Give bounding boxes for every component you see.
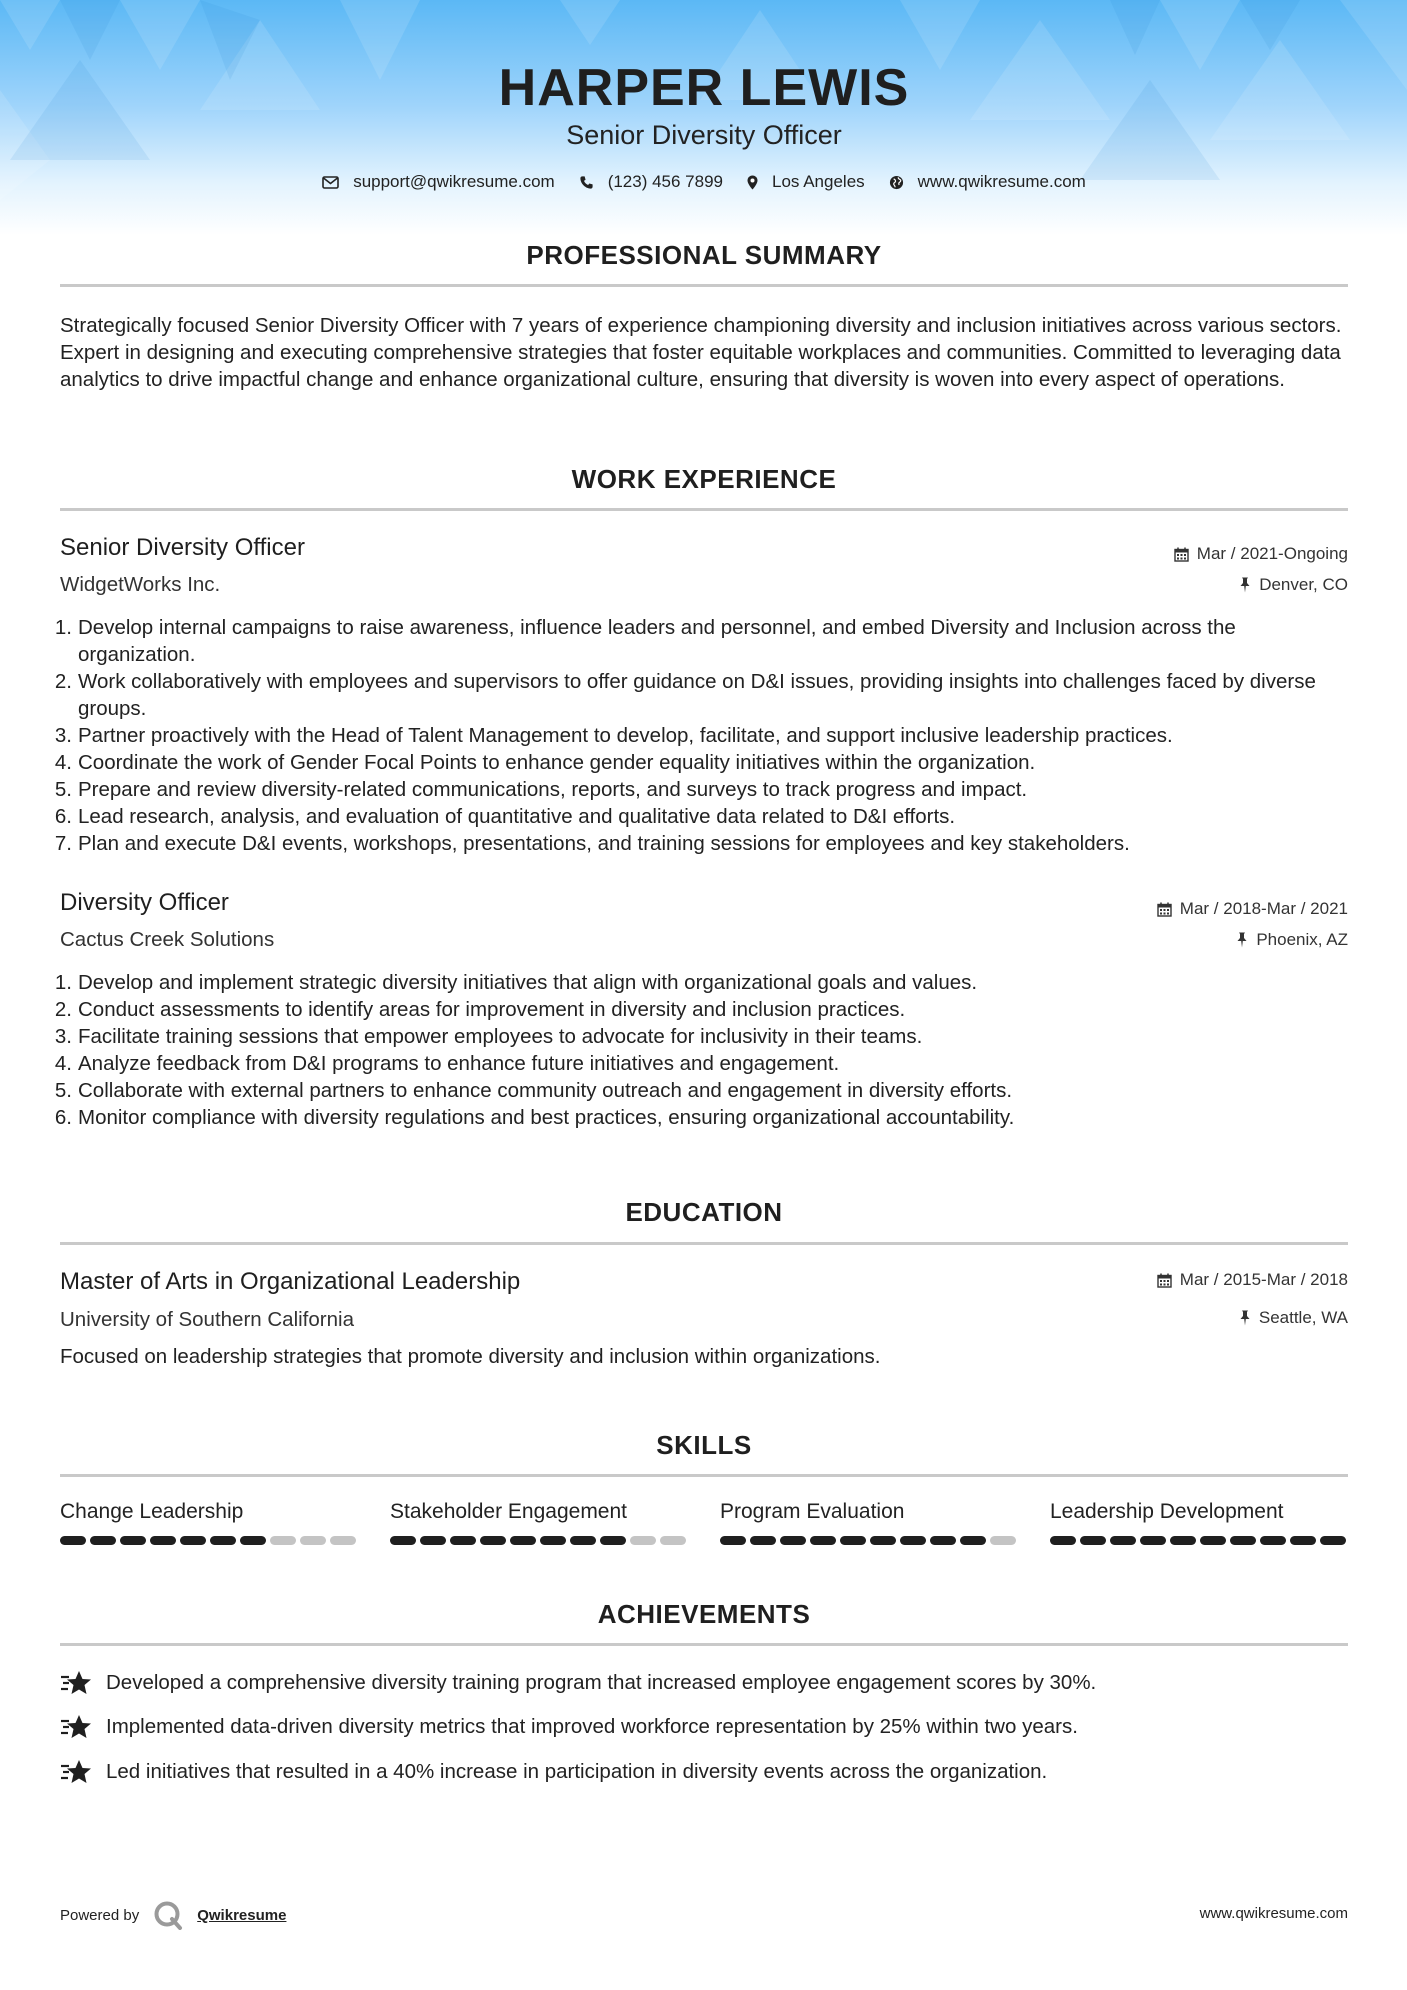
qwikresume-logo-icon (153, 1900, 183, 1930)
skill-segment-filled (1290, 1536, 1316, 1545)
skill-segment-empty (990, 1536, 1016, 1545)
job-company: WidgetWorks Inc. (60, 573, 221, 596)
skill-segment-filled (1320, 1536, 1346, 1545)
phone-icon (579, 175, 594, 190)
qwikresume-link[interactable]: Qwikresume (197, 1906, 287, 1924)
education-degree: Master of Arts in Organizational Leadership (60, 1268, 521, 1295)
skill-item (1050, 1500, 1350, 1545)
skill-segment-empty (660, 1536, 686, 1545)
skill-segment-filled (600, 1536, 626, 1545)
job-location-text: Denver, CO (1259, 575, 1348, 594)
skill-label: Stakeholder Engagement (390, 1500, 627, 1523)
job-dates-text: Mar / 2021-Ongoing (1196, 544, 1348, 563)
skill-segment-filled (390, 1536, 416, 1545)
contact-email[interactable] (322, 172, 555, 192)
list-item: 4. Analyze feedback from D&I programs to enhance future initiatives and engagement. (54, 1052, 840, 1075)
skill-segment-filled (540, 1536, 566, 1545)
skill-segment-filled (1170, 1536, 1196, 1545)
job-company: Cactus Creek Solutions (60, 928, 275, 951)
list-item: 6. Lead research, analysis, and evaluation of quantitative and qualitative data related to D&I efforts. (54, 805, 956, 828)
list-item: 1. Develop and implement strategic diversity initiatives that align with organizational goals and values. (54, 971, 978, 994)
education-dates-text: Mar / 2015-Mar / 2018 (1179, 1270, 1348, 1289)
skill-segment-filled (930, 1536, 956, 1545)
skill-segment-filled (810, 1536, 836, 1545)
education-school: University of Southern California (60, 1308, 354, 1331)
candidate-name: HARPER LEWIS (498, 59, 910, 117)
skill-segment-filled (1140, 1536, 1166, 1545)
powered-by-text: Powered by (60, 1906, 140, 1924)
experience-divider (60, 508, 1348, 511)
contact-website[interactable] (889, 172, 1086, 192)
skill-rating-bar (1050, 1536, 1350, 1545)
skill-segment-filled (900, 1536, 926, 1545)
contact-phone-text: (123) 456 7899 (607, 172, 724, 191)
skill-segment-filled (120, 1536, 146, 1545)
list-item: 2. Conduct assessments to identify areas for improvement in diversity and inclusion practices. (54, 998, 906, 1021)
job-location-text: Phoenix, AZ (1256, 930, 1348, 949)
list-item: 1. Develop internal campaigns to raise awareness, influence leaders and personnel, and embed Diversity and Inclusion across the organization. (54, 616, 1236, 666)
skill-label: Leadership Development (1050, 1500, 1284, 1523)
job-title: Senior Diversity Officer (60, 534, 305, 561)
job-title: Diversity Officer (60, 889, 229, 916)
skill-segment-filled (1080, 1536, 1106, 1545)
skill-segment-filled (510, 1536, 536, 1545)
skills-heading: SKILLS (656, 1430, 752, 1460)
calendar-icon (1174, 547, 1189, 562)
list-item: 7. Plan and execute D&I events, workshops, presentations, and training sessions for employees and key stakeholders. (54, 832, 1130, 855)
summary-heading: PROFESSIONAL SUMMARY (526, 240, 882, 270)
contact-email-text: support@qwikresume.com (353, 172, 555, 191)
achievement-text: Led initiatives that resulted in a 40% increase in participation in diversity events across the organization. (106, 1760, 1048, 1783)
skill-segment-filled (960, 1536, 986, 1545)
skill-segment-filled (450, 1536, 476, 1545)
skills-divider (60, 1474, 1348, 1477)
skill-segment-filled (1200, 1536, 1226, 1545)
candidate-title: Senior Diversity Officer (566, 120, 842, 150)
list-item: 3. Partner proactively with the Head of Talent Management to develop, facilitate, and support inclusive leadership practices. (54, 724, 1173, 747)
contact-website-text: www.qwikresume.com (917, 172, 1086, 191)
job-dates-text: Mar / 2018-Mar / 2021 (1179, 899, 1348, 918)
skill-segment-filled (570, 1536, 596, 1545)
star-achievement-icon (60, 1759, 92, 1785)
skill-segment-filled (1110, 1536, 1136, 1545)
education-description: Focused on leadership strategies that promote diversity and inclusion within organizations. (60, 1345, 881, 1368)
list-item: 2. Work collaboratively with employees and supervisors to offer guidance on D&I issues, providing insights into challenges faced by diverse groups. (54, 670, 1316, 720)
skill-segment-filled (480, 1536, 506, 1545)
achievements-divider (60, 1643, 1348, 1646)
job-location (1239, 575, 1348, 595)
pushpin-icon (1236, 932, 1248, 948)
skill-segment-filled (60, 1536, 86, 1545)
education-heading: EDUCATION (625, 1197, 783, 1227)
map-pin-icon (747, 175, 758, 190)
star-achievement-icon (60, 1670, 92, 1696)
achievement-text: Implemented data-driven diversity metrics that improved workforce representation by 25% within two years. (106, 1715, 1078, 1738)
skill-segment-filled (720, 1536, 746, 1545)
skill-item (60, 1500, 360, 1545)
summary-text: Strategically focused Senior Diversity Officer with 7 years of experience championing diversity and inclusion initiatives across various sectors. Expert in designing and executing comprehensive strategies that foster equitable workplaces and communities. Committed to leveraging data analytics to drive impactful change and enhance organizational culture, ensuring that diversity is woven into every aspect of operations. (60, 314, 1342, 391)
skill-label: Program Evaluation (720, 1500, 905, 1523)
skill-segment-empty (630, 1536, 656, 1545)
experience-heading: WORK EXPERIENCE (571, 464, 837, 494)
list-item: 3. Facilitate training sessions that empower employees to advocate for inclusivity in their teams. (54, 1025, 923, 1048)
skill-segment-filled (240, 1536, 266, 1545)
skill-segment-filled (1260, 1536, 1286, 1545)
skill-segment-filled (1230, 1536, 1256, 1545)
skill-segment-filled (1050, 1536, 1076, 1545)
pushpin-icon (1239, 577, 1251, 593)
skill-rating-bar (720, 1536, 1020, 1545)
job-responsibilities (54, 614, 1348, 857)
skill-segment-filled (780, 1536, 806, 1545)
contact-phone[interactable] (579, 172, 723, 192)
skill-item (390, 1500, 690, 1545)
skill-segment-filled (870, 1536, 896, 1545)
star-achievement-icon (60, 1714, 92, 1740)
job-dates (1157, 899, 1348, 919)
education-location-text: Seattle, WA (1258, 1308, 1348, 1327)
skill-rating-bar (390, 1536, 690, 1545)
achievement-item (60, 1670, 1348, 1696)
contact-location-text: Los Angeles (772, 172, 865, 191)
footer-website[interactable]: www.qwikresume.com (1199, 1905, 1348, 1922)
list-item: 5. Collaborate with external partners to enhance community outreach and engagement in diversity efforts. (54, 1079, 1013, 1102)
calendar-icon (1157, 902, 1172, 917)
skill-segment-empty (330, 1536, 356, 1545)
list-item: 5. Prepare and review diversity-related communications, reports, and surveys to track progress and impact. (54, 778, 1028, 801)
skill-rating-bar (60, 1536, 360, 1545)
achievement-item (60, 1759, 1348, 1785)
achievement-item (60, 1714, 1348, 1740)
envelope-icon (322, 176, 339, 189)
education-location (1239, 1308, 1348, 1328)
education-divider (60, 1242, 1348, 1245)
summary-divider (60, 284, 1348, 287)
contact-row (60, 172, 1348, 192)
skill-segment-filled (150, 1536, 176, 1545)
globe-icon (889, 175, 904, 190)
achievement-text: Developed a comprehensive diversity training program that increased employee engagement scores by 30%. (106, 1671, 1097, 1694)
job-location (1236, 930, 1348, 950)
skill-segment-empty (300, 1536, 326, 1545)
skill-segment-filled (840, 1536, 866, 1545)
skill-item (720, 1500, 1020, 1545)
contact-location (747, 172, 865, 192)
list-item: 6. Monitor compliance with diversity regulations and best practices, ensuring organizational accountability. (54, 1106, 1015, 1129)
list-item: 4. Coordinate the work of Gender Focal Points to enhance gender equality initiatives within the organization. (54, 751, 1036, 774)
skill-segment-filled (420, 1536, 446, 1545)
pushpin-icon (1239, 1310, 1251, 1326)
footer-powered-by (60, 1900, 286, 1930)
achievements-heading: ACHIEVEMENTS (597, 1599, 811, 1629)
job-dates (1174, 544, 1348, 564)
skill-segment-filled (180, 1536, 206, 1545)
skill-label: Change Leadership (60, 1500, 244, 1523)
skill-segment-empty (270, 1536, 296, 1545)
skill-segment-filled (750, 1536, 776, 1545)
skill-segment-filled (90, 1536, 116, 1545)
skill-segment-filled (210, 1536, 236, 1545)
calendar-icon (1157, 1273, 1172, 1288)
job-responsibilities (54, 969, 1348, 1131)
education-dates (1157, 1270, 1348, 1290)
